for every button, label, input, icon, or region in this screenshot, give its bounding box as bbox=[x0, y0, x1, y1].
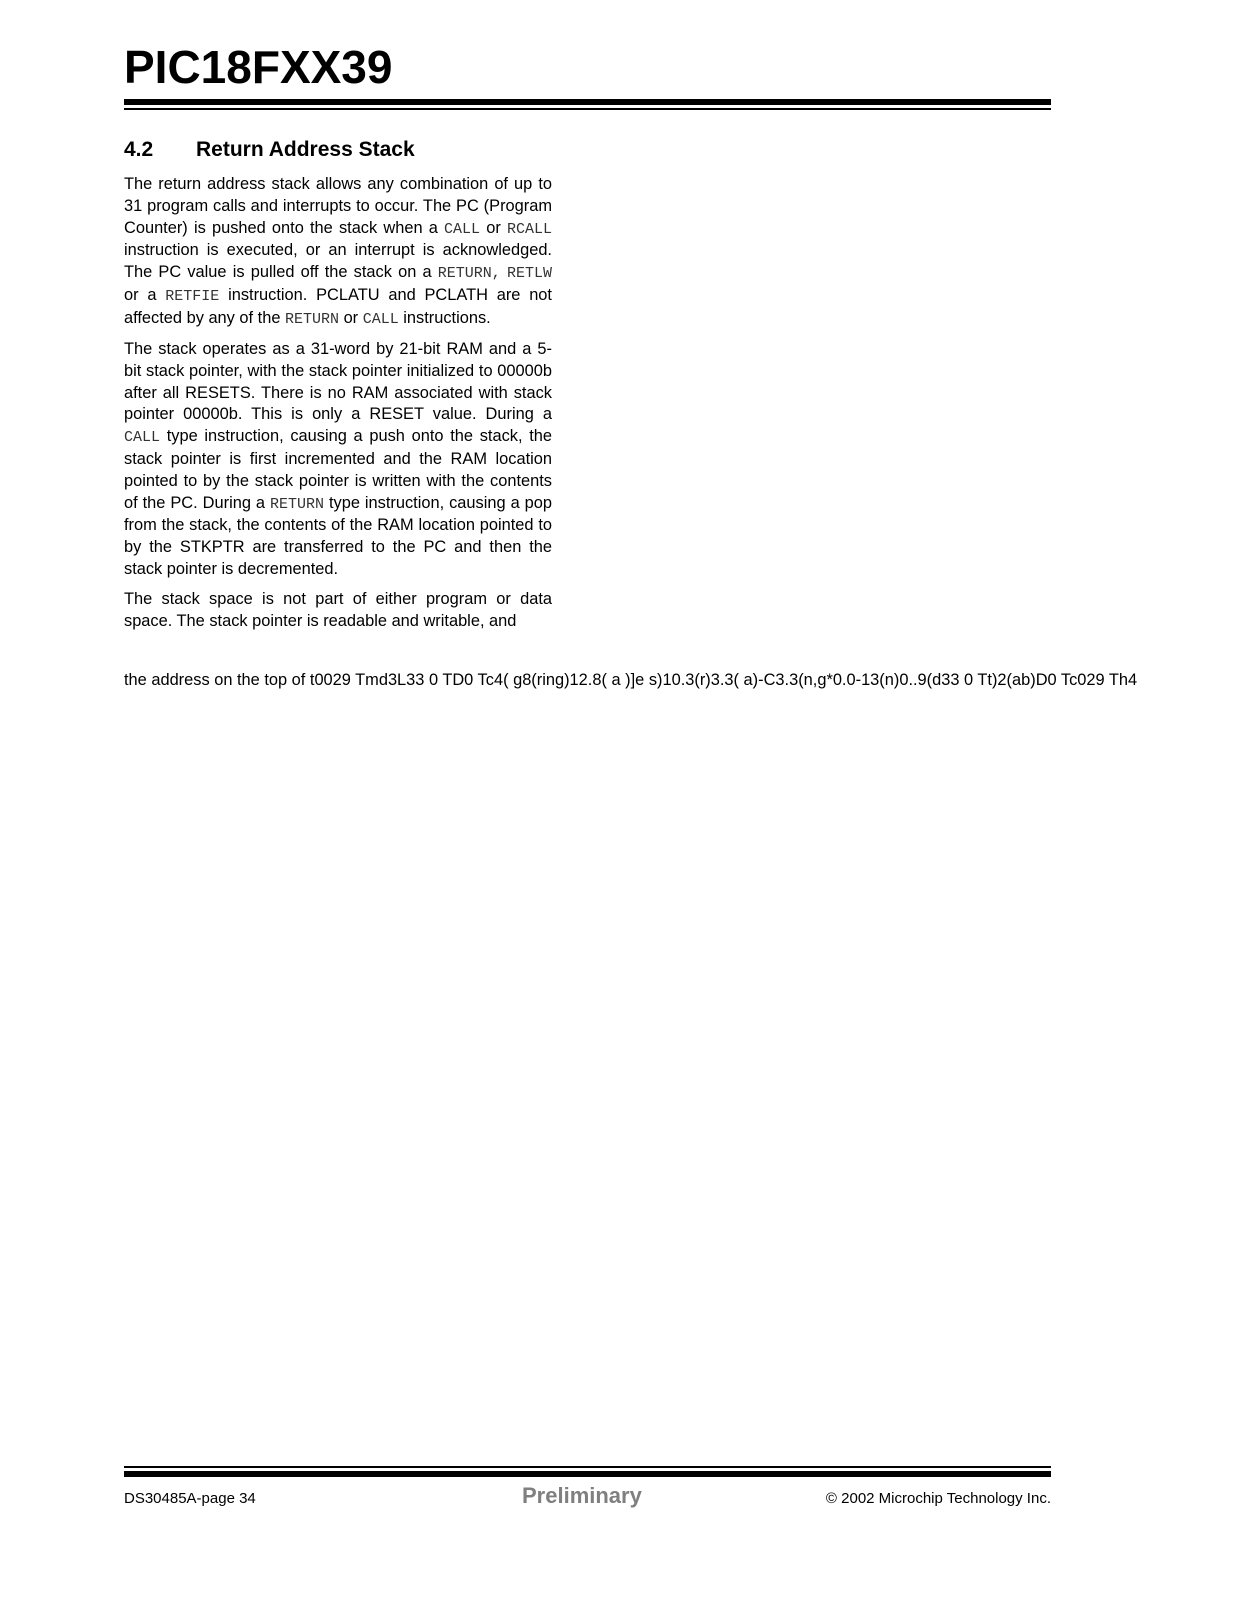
code-return: RETURN bbox=[269, 495, 324, 513]
paragraph-3 bbox=[124, 589, 552, 633]
text: or bbox=[339, 308, 363, 327]
text: The stack operates as a 31-word by 21-bit RAM and a 5-bit stack pointer, with the stack pointer initialized to 00000b after all RESETS. There is no RAM associated with stack pointer 00000b. This is only a RESET value. During a bbox=[124, 340, 552, 424]
footer-rule-thick bbox=[124, 1471, 1051, 1477]
text: type instruction, causing a pop from the stack, the contents of the RAM location pointed to by the STKPTR are transferred to the PC and then the stack pointer is decremented. bbox=[124, 493, 552, 579]
text: or bbox=[480, 218, 507, 237]
footer-page-id: DS30485A-page 34 bbox=[124, 1490, 256, 1507]
section-number: 4.2 bbox=[124, 138, 154, 161]
code-rcall: RCALL bbox=[506, 220, 552, 238]
header-rule-thin bbox=[124, 108, 1051, 110]
text: The stack space is not part of either program or data space. The stack pointer is readable and writable, and bbox=[124, 590, 552, 631]
text: instruction is executed, or an interrupt is acknowledged. The PC value is pulled off the stack on a bbox=[124, 241, 552, 282]
footer-rule-thin bbox=[124, 1466, 1051, 1468]
header-rule-thick bbox=[124, 99, 1051, 105]
text: or a bbox=[124, 285, 166, 304]
footer-status: Preliminary bbox=[522, 1483, 642, 1508]
code-retfie: RETFIE bbox=[165, 287, 220, 305]
garbled-text-line: the address on the top of t0029 Tmd3L33 0 TD0 Tc4( g8(ring)12.8( a )]e s)10.3(r)3.3( a)-C3.3(n,g*0.0-13(n)0..9(d33 0 Tt)2(ab)D0 Tc029 Th4 bbox=[124, 671, 1138, 689]
section-title: Return Address Stack bbox=[196, 138, 415, 161]
paragraph-1 bbox=[124, 174, 552, 331]
footer-copyright: © 2002 Microchip Technology Inc. bbox=[825, 1490, 1051, 1507]
code-return: RETURN, bbox=[437, 265, 501, 283]
text: type instruction, causing a push onto the stack, the stack pointer is first incremented and the RAM location pointed to by the stack pointer is written with the contents of the PC. During a bbox=[124, 427, 552, 512]
section-heading bbox=[124, 136, 415, 164]
code-retlw: RETLW bbox=[506, 265, 552, 283]
code-call: CALL bbox=[124, 429, 161, 447]
code-call: CALL bbox=[444, 220, 481, 238]
paragraph-2 bbox=[124, 339, 552, 581]
text: The return address stack allows any combination of up to 31 program calls and interrupts to occur. The PC (Program Counter) is pushed onto the stack when a bbox=[124, 175, 552, 237]
text: instructions. bbox=[398, 308, 491, 327]
code-return: RETURN bbox=[285, 310, 340, 328]
body-column bbox=[124, 174, 552, 641]
text: instruction. PCLATU and PCLATH are not affected by any of the bbox=[124, 285, 552, 327]
code-call: CALL bbox=[362, 310, 399, 328]
page-header-title: PIC18FXX39 bbox=[124, 41, 393, 93]
